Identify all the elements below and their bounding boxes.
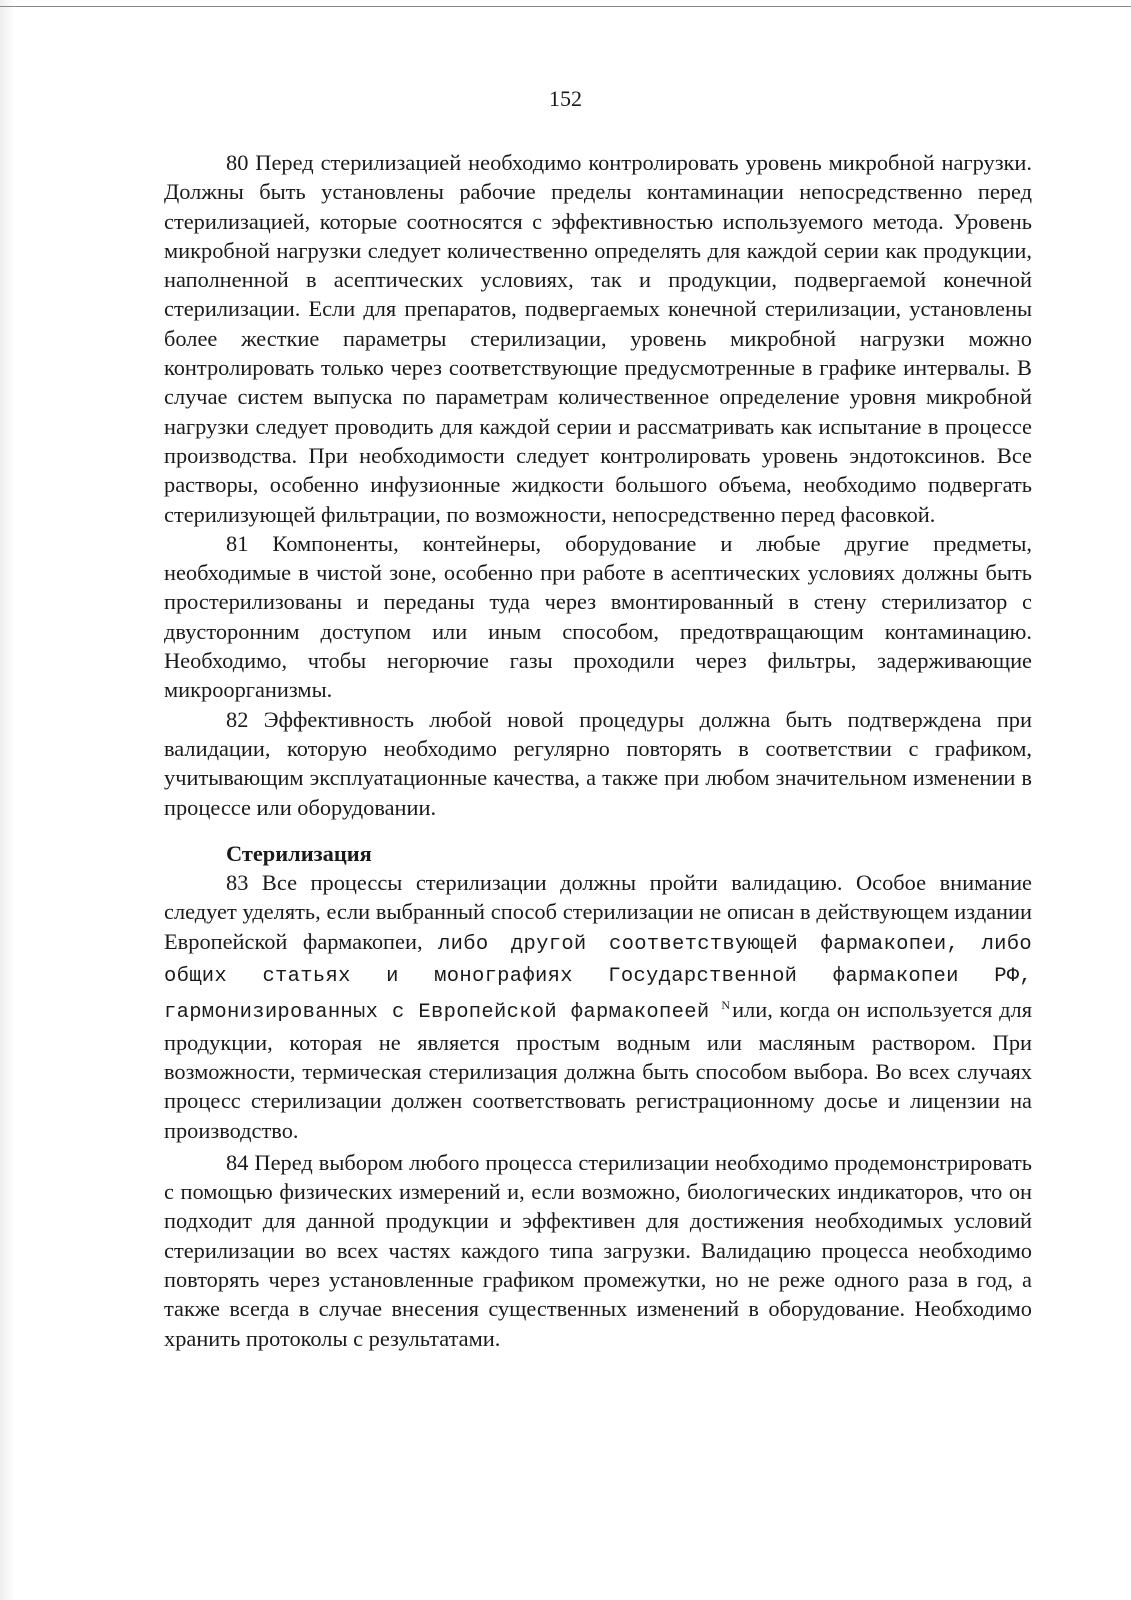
- footnote-mark: N: [721, 998, 731, 1013]
- section-heading: Стерилизация: [226, 840, 372, 866]
- document-body: [164, 148, 1032, 1353]
- page-number: 152: [549, 86, 582, 111]
- paragraph-83-typewritten-insert: либо другой соответствующей фармакопеи, либо общих статьях и монографиях Государственной фармакопеи РФ, гармонизированных с Европейской фармакопеей: [164, 932, 1032, 1025]
- scan-edge-shadow: [0, 0, 14, 1600]
- top-rule: [0, 6, 1131, 7]
- paragraph-82: 82 Эффективность любой новой процедуры должна быть подтверждена при валидации, которую необходимо регулярно повторять в соответствии с графиком, учитывающим эксплуатационные качества, а также при любом значительном изменении в процессе или оборудовании.: [164, 706, 1032, 820]
- paragraph-83-part-b: или, когда он используется для продукции, которая не является простым водным или масляным раствором. При возможности, термическая стерилизация должна быть способом выбора. Во всех случаях процесс стерилизации должен соответствовать регистрационному досье и лицензии на производство.: [164, 997, 1032, 1143]
- paragraph-83-part-a: 83 Все процессы стерилизации должны пройти валидацию. Особое внимание следует уделять, если выбранный способ стерилизации не описан в действующем издании Европейской фармакопеи,: [164, 870, 1032, 954]
- paragraph-81: 81 Компоненты, контейнеры, оборудование и любые другие предметы, необходимые в чистой зоне, особенно при работе в асептических условиях должны быть простерилизованы и переданы туда через вмонтированный в стену стерилизатор с двусторонним доступом или иным способом, предотвращающим контаминацию. Необходимо, чтобы негорючие газы проходили через фильтры, задерживающие микроорганизмы.: [164, 530, 1032, 703]
- paragraph-83: [164, 868, 1032, 1145]
- paragraph-84: 84 Перед выбором любого процесса стерилизации необходимо продемонстрировать с помощью физических измерений и, если возможно, биологических индикаторов, что он подходит для данной продукции и эффективен для достижения необходимых условий стерилизации во всех частях каждого типа загрузки. Валидацию процесса необходимо повторять через установленные графиком промежутки, но не реже одного раза в год, а также всегда в случае внесения существенных изменений в оборудование. Необходимо хранить протоколы с результатами.: [164, 1149, 1032, 1351]
- paragraph-80: 80 Перед стерилизацией необходимо контролировать уровень микробной нагрузки. Должны быть установлены рабочие пределы контаминации непосредственно перед стерилизацией, которые соотносятся с эффективностью используемого метода. Уровень микробной нагрузки следует количественно определять для каждой серии как продукции, наполненной в асептических условиях, так и продукции, подвергаемой конечной стерилизации. Если для препаратов, подвергаемых конечной стерилизации, установлены более жесткие параметры стерилизации, уровень микробной нагрузки можно контролировать только через соответствующие предусмотренные в графике интервалы. В случае систем выпуска по параметрам количественное определение уровня микробной нагрузки следует проводить для каждой серии и рассматривать как испытание в процессе производства. При необходимости следует контролировать уровень эндотоксинов. Все растворы, особенно инфузионные жидкости большого объема, необходимо подвергать стерилизующей фильтрации, по возможности, непосредственно перед фасовкой.: [164, 150, 1032, 527]
